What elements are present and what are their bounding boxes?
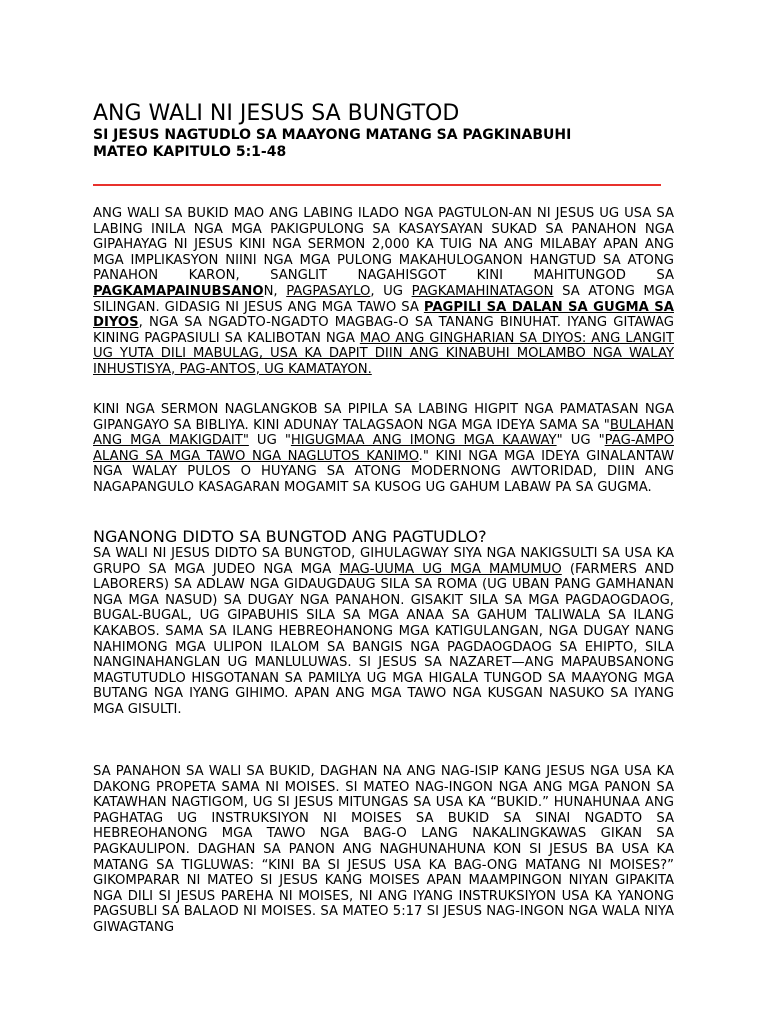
emphasis-forgiveness: PAGPASAYLO xyxy=(286,283,371,299)
text-run: , UG xyxy=(370,283,412,299)
emphasis-peacemakers: BULAHAN ANG MGA MAKIGDAIT" xyxy=(93,417,674,449)
paragraph-sermon xyxy=(93,402,674,496)
emphasis-pray-persecutors: PAG-AMPO ALANG SA MGA TAWO NGA NAGLUTOS KANIMO xyxy=(93,433,674,464)
emphasis-humility: PAGKAMAPAINUBSANO xyxy=(93,283,264,299)
text-run: ." KINI NGA MGA IDEYA GINALANTAW NGA WALAY PULOS O HUYANG SA ATONG MODERNONG AWTORIDAD, DIIN ANG NAGAPANGULO KASAGARAN MOGAMIT SA KUSOG UG GAHUM LABAW PA SA GUGMA. xyxy=(93,448,674,495)
subtitle-line-2: MATEO KAPITULO 5:1-48 xyxy=(93,144,287,160)
text-run: SA ATONG MGA SILINGAN. GIDASIG NI JESUS ANG MGA TAWO SA xyxy=(93,283,674,315)
paragraph-mountain xyxy=(93,546,674,718)
subtitle-line-1: SI JESUS NAGTUDLO SA MAAYONG MATANG SA PAGKINABUHI xyxy=(93,127,572,143)
text-run: N, xyxy=(263,283,287,299)
text-run: KINI NGA SERMON NAGLANGKOB SA PIPILA SA LABING HIGPIT NGA PAMATASAN NGA GIPANGAYO SA BIBLIYA. KINI ADUNAY TALAGSAON NGA MGA IDEYA SAMA SA " xyxy=(93,402,674,433)
emphasis-kingdom-of-god: MAO ANG GINGHARIAN SA DIYOS: ANG LANGIT UG YUTA DILI MABULAG, USA KA DAPIT DIIN ANG KINABUHI MOLAMBO NGA WALAY INHUSTISYA, PAG-ANTOS, UG KAMATAYON. xyxy=(93,330,674,377)
text-run: " UG " xyxy=(556,433,605,449)
paragraph-moses xyxy=(93,764,674,936)
section-heading: NGANONG DIDTO SA BUNGTOD ANG PAGTUDLO? xyxy=(93,527,487,546)
document-subtitle xyxy=(93,127,571,161)
emphasis-love-enemies: HIGUGMAA ANG IMONG MGA KAAWAY xyxy=(290,433,557,449)
text-run: ANG WALI SA BUKID MAO ANG LABING ILADO NGA PAGTULON-AN NI JESUS UG USA SA LABING INILA NGA MGA PAKIGPULONG SA KASAYSAYAN SUKAD SA PANAHON NGA GIPAHAYAG NI JESUS KINI NGA SERMON 2,000 KA TUIG NA ANG MILABAY APAN ANG MGA IMPLIKASYON NIINI NGA MGA PULONG MAKAHULOGANON HANGTUD SA ATONG PANAHON KARON, SANGLIT NAGAHISGOT KINI MAHITUNGOD SA xyxy=(93,206,674,284)
text-run: UG " xyxy=(248,433,291,449)
emphasis-path-of-love: PAGPILI SA DALAN SA GUGMA SA DIYOS xyxy=(93,299,674,331)
paragraph-intro xyxy=(93,206,674,378)
document-title: ANG WALI NI JESUS SA BUNGTOD xyxy=(93,101,460,126)
text-run: , NGA SA NGADTO-NGADTO MAGBAG-O SA TANANG BINUHAT. IYANG GITAWAG KINING PAGPASIULI SA KALIBOTAN NGA xyxy=(93,315,674,346)
emphasis-farmers-laborers: MAG-UUMA UG MGA MAMUMUO xyxy=(339,561,562,577)
red-divider xyxy=(93,184,661,186)
text-run: SA PANAHON SA WALI SA BUKID, DAGHAN NA ANG NAG-ISIP KANG JESUS NGA USA KA DAKONG PROPETA SAMA NI MOISES. SI MATEO NAG-INGON NGA ANG MGA PANON SA KATAWHAN NAGTIGOM, UG SI JESUS MITUNGAS SA USA KA “BUKID.” HUNAHUNAA ANG PAGHATAG UG INSTRUKSIYON NI MOISES SA BUKID SA SINAI NGADTO SA HEBREOHANONG MGA TAWO NGA BAG-O LANG NAKALINGKAWAS GIKAN SA PAGKAULIPON. DAGHAN SA PANON ANG NAGHUNAHUNA KON SI JESUS BA USA KA MATANG SA TIGLUWAS: “KINI BA SI JESUS USA KA BAG-ONG MATANG NI MOISES?” GIKOMPARAR NI MATEO SI JESUS KANG MOISES APAN MAAMPINGON NIYAN GIPAKITA NGA DILI SI JESUS PAREHA NI MOISES, NI ANG IYANG INSTRUKSIYON USA KA YANONG PAGSUBLI SA BALAOD NI MOISES. SA MATEO 5:17 SI JESUS NAG-INGON NGA WALA NIYA GIWAGTANG xyxy=(93,764,674,935)
text-run: SA WALI NI JESUS DIDTO SA BUNGTOD, GIHULAGWAY SIYA NGA NAKIGSULTI SA USA KA GRUPO SA MGA JUDEO NGA MGA xyxy=(93,546,674,577)
text-run: (FARMERS AND LABORERS) SA ADLAW NGA GIDAUGDAUG SILA SA ROMA (UG UBAN PANG GAMHANAN NGA MGA NASUD) SA DUGAY NGA PANAHON. GISAKIT SILA SA MGA PAGDAOGDAOG, BUGAL-BUGAL, UG GIPABUHIS SILA SA MGA ANAA SA GAHUM TALIWALA SA ILANG KAKABOS. SAMA SA ILANG HEBREOHANONG MGA KATIGULANGAN, NGA DUGAY NANG NAHIMONG MGA ULIPON ILALOM SA BANGIS NGA PAGDAOGDAOG SA EHIPTO, SILA NANGINAHANGLAN UG MANLULUWAS. SI JESUS SA NAZARET—ANG MAPAUBSANONG MAGTUTUDLO HISGOTANAN SA PAMILYA UG MGA HIGALA TUNGOD SA MAAYONG MGA BUTANG NGA IYANG GIHIMO. APAN ANG MGA TAWO NGA KUSGAN NASUKO SA IYANG MGA GISULTI. xyxy=(93,561,674,717)
emphasis-kindness: PAGKAMAHINATAGON xyxy=(411,283,554,299)
